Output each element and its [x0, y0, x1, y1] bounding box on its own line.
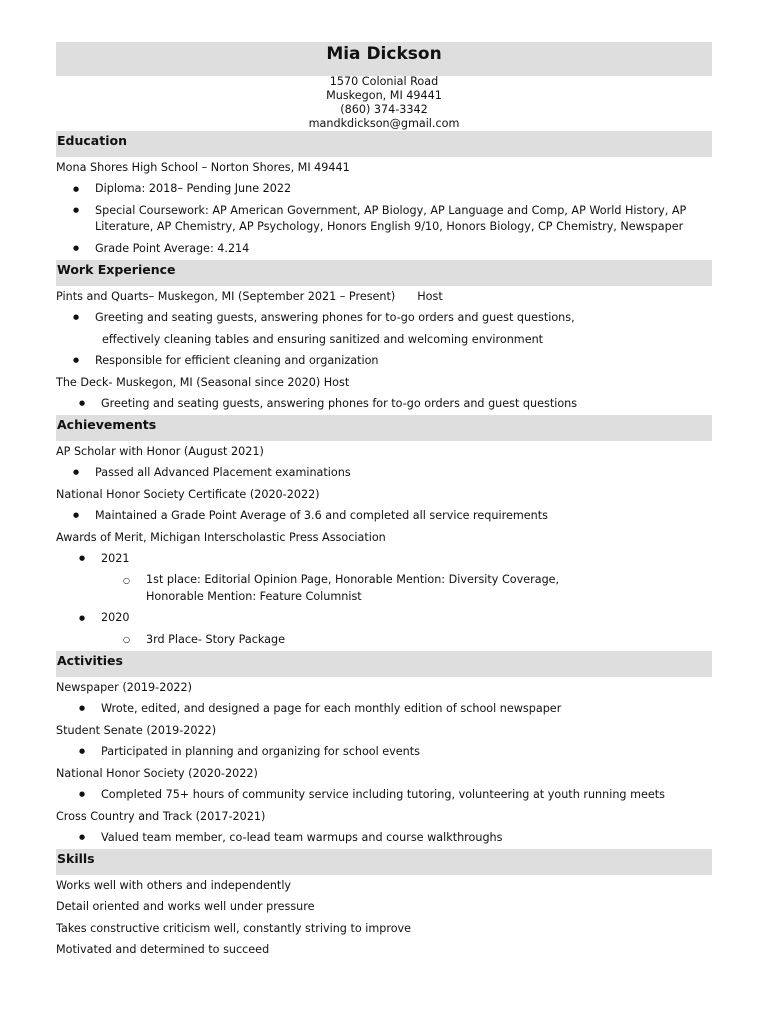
job-role: Host [417, 289, 443, 303]
list-item: ● Passed all Advanced Placement examinations [56, 462, 712, 484]
job-line [56, 286, 712, 308]
job-list [56, 350, 712, 372]
resume-page [56, 42, 712, 961]
bullet-continuation: effectively cleaning tables and ensuring sanitized and welcoming environment [102, 332, 544, 346]
skill-line: Works well with others and independently [56, 878, 292, 892]
section-education-heading [56, 131, 712, 157]
achievement-line: AP Scholar with Honor (August 2021) [56, 444, 264, 458]
section-activities-heading [56, 651, 712, 677]
list-item: ● Valued team member, co-lead team warmups and course walkthroughs [56, 827, 712, 849]
list-item: ● Completed 75+ hours of community service including tutoring, volunteering at youth running meets [56, 784, 712, 806]
candidate-name: Mia Dickson [326, 44, 442, 64]
section-title: Achievements [57, 416, 157, 432]
list-item: ● Greeting and seating guests, answering phones for to-go orders and guest questions [56, 393, 712, 415]
job-list [56, 307, 712, 329]
list-item: ● Participated in planning and organizing for school events [56, 741, 712, 763]
section-skills-heading [56, 849, 712, 875]
job-line: The Deck- Muskegon, MI (Seasonal since 2020) Host [56, 375, 350, 389]
list-item: ● 2021 [56, 548, 712, 570]
achievement-line: National Honor Society Certificate (2020-2022) [56, 487, 320, 501]
list-item: ● Diploma: 2018– Pending June 2022 [56, 179, 712, 201]
address-line: 1570 Colonial Road [329, 75, 439, 88]
job-title: Pints and Quarts– Muskegon, MI (September 2021 – Present) [56, 289, 396, 303]
activity-line: Student Senate (2019-2022) [56, 723, 217, 737]
education-list [56, 179, 712, 260]
section-title: Skills [57, 850, 95, 866]
achievement-list [56, 505, 712, 527]
list-item: ● Responsible for efficient cleaning and organization [56, 350, 712, 372]
section-work-heading [56, 260, 712, 286]
section-title: Education [57, 133, 127, 148]
list-item: ● 2020 [56, 608, 712, 630]
activity-line: National Honor Society (2020-2022) [56, 766, 258, 780]
award-year-list [56, 548, 712, 651]
phone-number: (860) 374-3342 [340, 103, 428, 116]
list-item: ● Grade Point Average: 4.214 [56, 238, 712, 260]
achievement-list [56, 462, 712, 484]
skill-line: Motivated and determined to succeed [56, 943, 270, 956]
achievement-line: Awards of Merit, Michigan Interscholastic Press Association [56, 530, 386, 544]
activity-line: Newspaper (2019-2022) [56, 680, 193, 694]
sub-list-item: ○ 1st place: Editorial Opinion Page, Honorable Mention: Diversity Coverage, Honorable Mention: Feature Columnist [56, 570, 712, 608]
list-item: ● Maintained a Grade Point Average of 3.6 and completed all service requirements [56, 505, 712, 527]
activity-line: Cross Country and Track (2017-2021) [56, 809, 266, 823]
city-line: Muskegon, MI 49441 [326, 89, 442, 102]
skill-line: Takes constructive criticism well, constantly striving to improve [56, 921, 412, 935]
section-title: Activities [57, 652, 123, 668]
list-item: ● Greeting and seating guests, answering phones for to-go orders and guest questions, [56, 307, 712, 329]
sub-list-item: ○ 3rd Place- Story Package [56, 629, 712, 651]
name-header [56, 42, 712, 76]
list-item: ● Special Coursework: AP American Government, AP Biology, AP Language and Comp, AP World History, AP Literature, AP Chemistry, AP Psychology, Honors English 9/10, Honors Biology, CP Chemistry, Newspaper [56, 200, 712, 238]
job-list [56, 393, 712, 415]
school-line: Mona Shores High School – Norton Shores, MI 49441 [56, 161, 350, 174]
section-achievements-heading [56, 415, 712, 441]
skill-line: Detail oriented and works well under pressure [56, 900, 315, 913]
section-title: Work Experience [57, 261, 176, 277]
email-address[interactable]: mandkdickson@gmail.com [308, 117, 460, 130]
contact-block [56, 75, 712, 131]
list-item: ● Wrote, edited, and designed a page for each monthly edition of school newspaper [56, 698, 712, 720]
